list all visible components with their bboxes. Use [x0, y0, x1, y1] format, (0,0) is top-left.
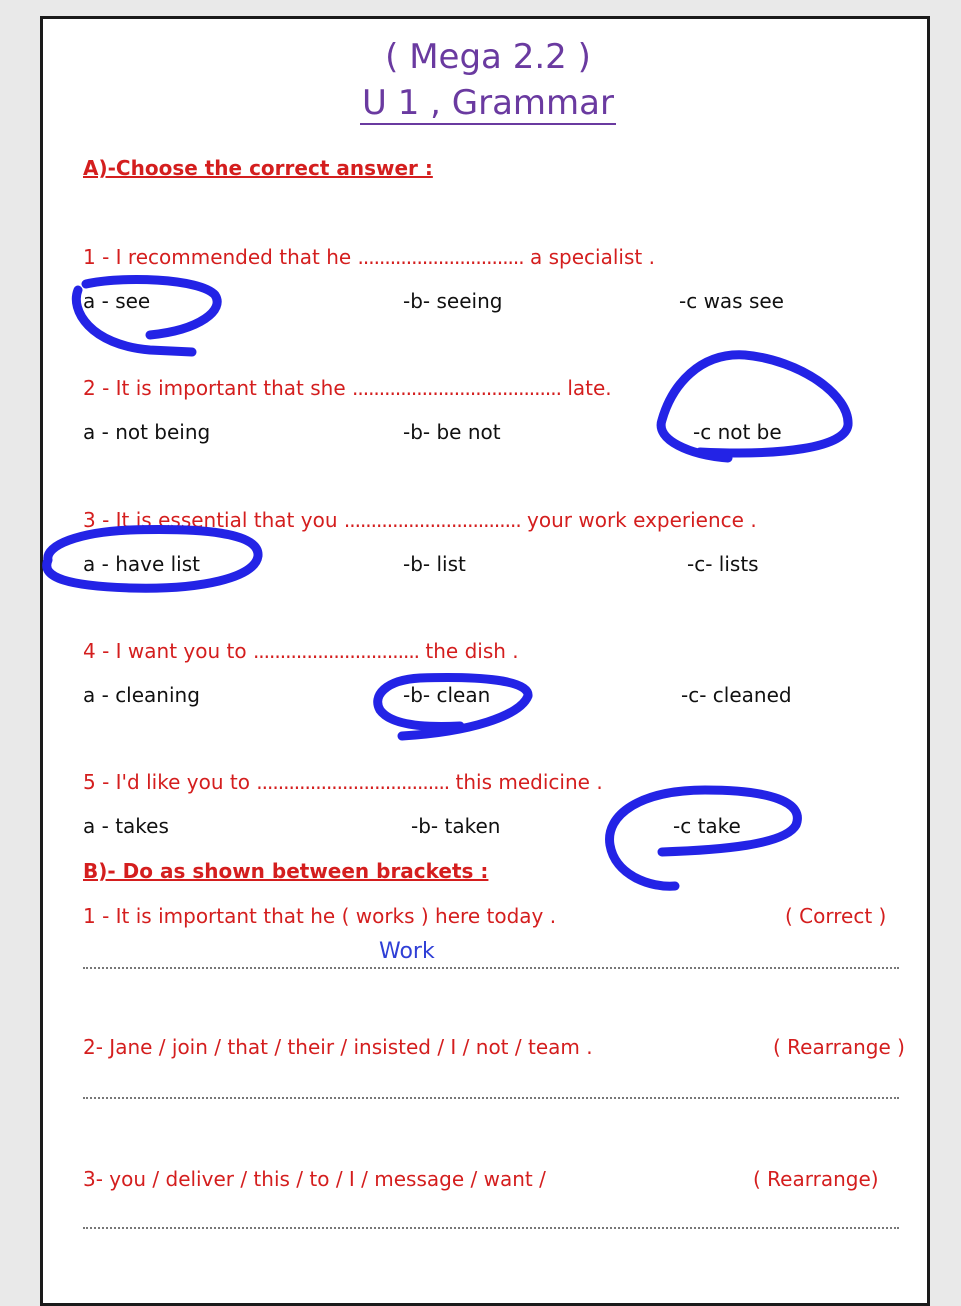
question-3-stem-end: your work experience .: [527, 508, 757, 532]
q1-option-c: -c was see: [679, 289, 784, 313]
question-3-stem-start: 3 - It is essential that you: [83, 508, 338, 532]
q1-option-b: -b- seeing: [403, 289, 503, 313]
q2-option-a: a - not being: [83, 420, 211, 444]
q3-option-c: -c- lists: [687, 552, 759, 576]
question-5: [83, 770, 603, 794]
question-5-stem-end: this medicine .: [455, 770, 603, 794]
question-2-stem-start: 2 - It is important that she: [83, 376, 346, 400]
question-2-blank: .......................................: [352, 376, 561, 400]
b-item-3-instruction: ( Rearrange): [753, 1167, 879, 1191]
b-item-1-answer: Work: [379, 939, 435, 964]
subtitle-text: U 1 , Grammar: [362, 83, 614, 123]
question-5-stem-start: 5 - I'd like you to: [83, 770, 250, 794]
question-3: [83, 508, 757, 532]
question-5-blank: ....................................: [256, 770, 450, 794]
worksheet-title: ( Mega 2.2 ): [385, 37, 591, 77]
worksheet-subtitle: [43, 83, 933, 123]
worksheet-page: [40, 16, 930, 1306]
question-4: [83, 639, 519, 663]
q3-option-b: -b- list: [403, 552, 466, 576]
question-1-stem-start: 1 - I recommended that he: [83, 245, 352, 269]
q2-option-b: -b- be not: [403, 420, 501, 444]
section-a-heading: A)-Choose the correct answer :: [83, 156, 433, 180]
b-item-3-answer-line: [83, 1227, 899, 1229]
section-b-heading: B)- Do as shown between brackets :: [83, 859, 489, 883]
question-1-blank: ...............................: [357, 245, 524, 269]
b-item-2-answer-line: [83, 1097, 899, 1099]
b-item-1-text: 1 - It is important that he ( works ) here today .: [83, 904, 557, 928]
question-3-blank: .................................: [343, 508, 521, 532]
question-1: [83, 245, 655, 269]
b-item-1-answer-line: [83, 967, 899, 969]
b-item-1-instruction: ( Correct ): [785, 904, 887, 928]
b-item-3-text: 3- you / deliver / this / to / I / message / want /: [83, 1167, 546, 1191]
q3-option-a: a - have list: [83, 552, 200, 576]
q4-option-a: a - cleaning: [83, 683, 200, 707]
b-item-2-text: 2- Jane / join / that / their / insisted / I / not / team .: [83, 1035, 593, 1059]
question-2: [83, 376, 612, 400]
q5-option-c: -c take: [673, 814, 741, 838]
b-item-2-instruction: ( Rearrange ): [773, 1035, 905, 1059]
question-2-stem-end: late.: [567, 376, 612, 400]
question-4-stem-start: 4 - I want you to: [83, 639, 247, 663]
q2-option-c: -c not be: [693, 420, 782, 444]
question-4-stem-end: the dish .: [425, 639, 519, 663]
question-4-blank: ...............................: [252, 639, 420, 663]
q4-option-b: -b- clean: [403, 683, 491, 707]
q5-option-b: -b- taken: [411, 814, 501, 838]
q5-option-a: a - takes: [83, 814, 169, 838]
question-1-stem-end: a specialist .: [530, 245, 655, 269]
q1-option-a: a - see: [83, 289, 151, 313]
q4-option-c: -c- cleaned: [681, 683, 792, 707]
